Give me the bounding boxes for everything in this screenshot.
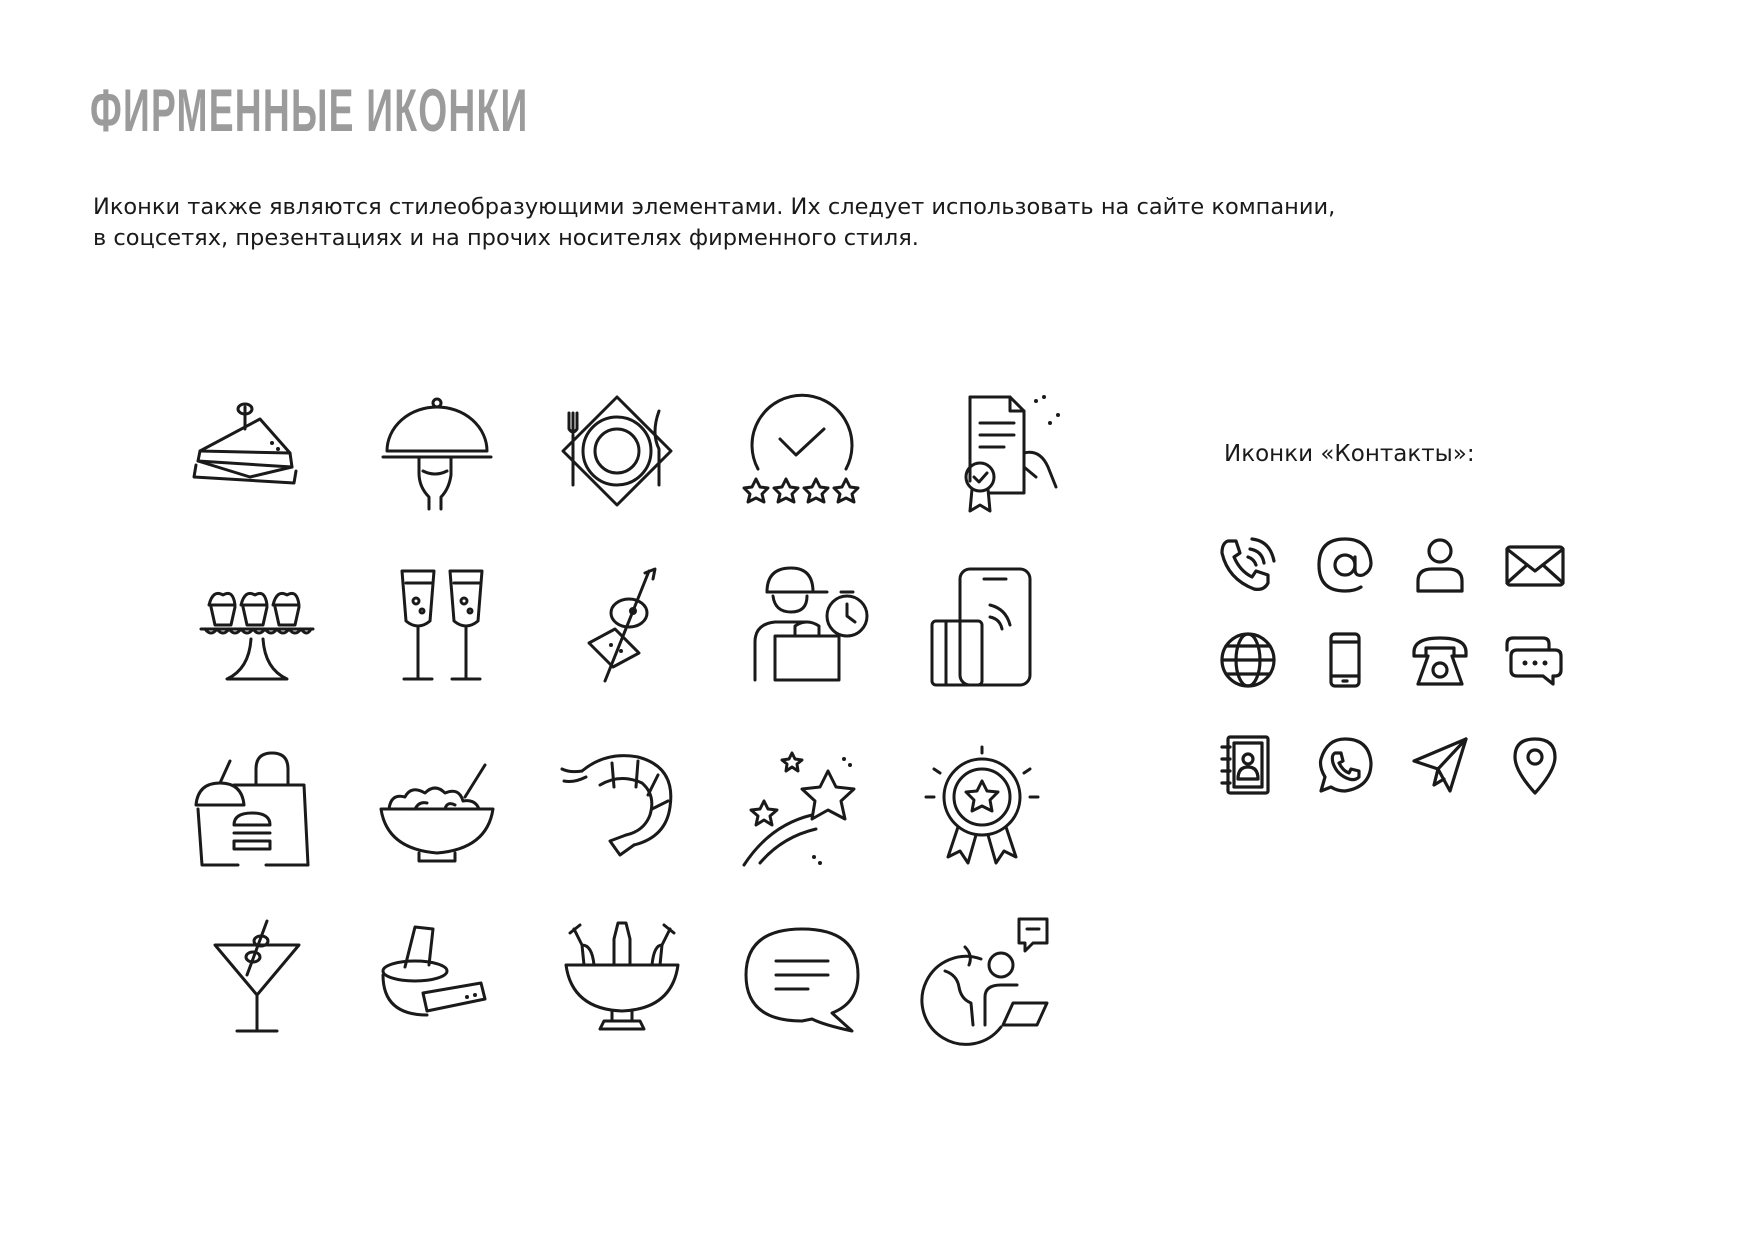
paper-plane-icon bbox=[1410, 735, 1470, 795]
award-badge-icon bbox=[920, 745, 1044, 869]
rating-check-icon bbox=[740, 391, 864, 515]
address-book-icon bbox=[1218, 735, 1278, 795]
table-setting-icon bbox=[555, 393, 679, 517]
cloche-icon bbox=[375, 393, 499, 517]
description bbox=[93, 192, 1335, 254]
ice-bucket-icon bbox=[560, 915, 684, 1039]
whatsapp-icon bbox=[1315, 735, 1375, 795]
shrimp-icon bbox=[560, 745, 684, 869]
champagne-glasses-icon bbox=[380, 565, 504, 689]
martini-icon bbox=[195, 915, 319, 1039]
courier-icon bbox=[745, 562, 869, 686]
global-support-icon bbox=[925, 915, 1049, 1039]
description-line-2: в соцсетях, презентациях и на прочих носителях фирменного стиля. bbox=[93, 225, 919, 251]
salad-bowl-icon bbox=[375, 745, 499, 869]
user-icon bbox=[1410, 535, 1470, 595]
chat-icon bbox=[1503, 630, 1563, 690]
at-sign-icon bbox=[1315, 535, 1375, 595]
phone-call-icon bbox=[1218, 535, 1278, 595]
smartphone-icon bbox=[1315, 630, 1375, 690]
contacts-label: Иконки «Контакты»: bbox=[1224, 441, 1475, 467]
description-line-1: Иконки также являются стилеобразующими элементами. Их следует использовать на сайте компании, bbox=[93, 194, 1336, 220]
envelope-icon bbox=[1505, 535, 1565, 595]
speech-bubble-icon bbox=[740, 915, 864, 1039]
sandwich-icon bbox=[190, 395, 314, 519]
globe-icon bbox=[1218, 630, 1278, 690]
cupcakes-stand-icon bbox=[195, 565, 319, 689]
location-pin-icon bbox=[1505, 735, 1565, 795]
takeaway-food-icon bbox=[190, 745, 314, 869]
page-title: ФИРМЕННЫЕ ИКОНКИ bbox=[90, 77, 529, 144]
canape-skewer-icon bbox=[565, 565, 689, 689]
certificate-icon bbox=[940, 393, 1064, 517]
card-payment-icon bbox=[920, 565, 1044, 689]
mortar-icon bbox=[375, 915, 499, 1039]
rotary-phone-icon bbox=[1410, 630, 1470, 690]
shooting-star-icon bbox=[740, 745, 864, 869]
